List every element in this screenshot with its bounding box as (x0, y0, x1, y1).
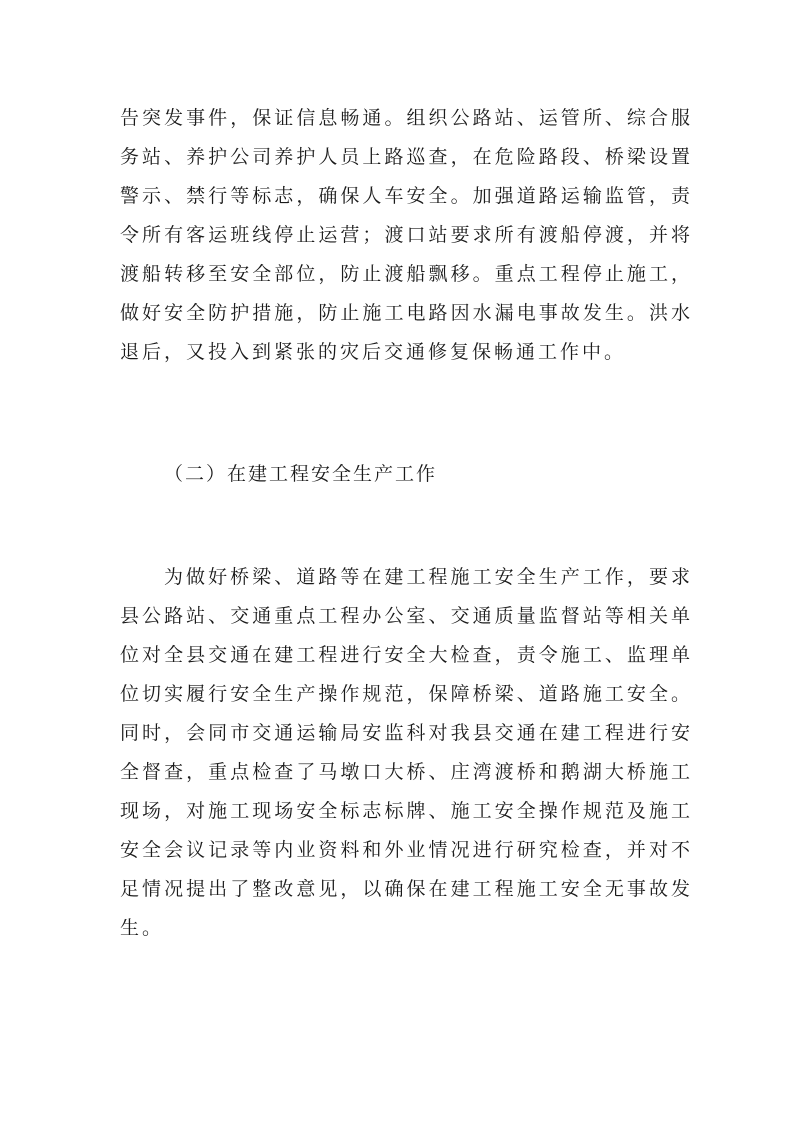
paragraph1-line-2: 务站、养护公司养护人员上路巡查，在危险路段、桥梁设置 (120, 146, 690, 168)
paragraph2-line-5: 同时，会同市交通运输局安监科对我县交通在建工程进行安 (120, 722, 690, 744)
section-heading: （二）在建工程安全生产工作 (164, 463, 438, 485)
paragraph1-line-6: 做好安全防护措施，防止施工电路因水漏电事故发生。洪水 (120, 302, 690, 324)
paragraph2-line-4: 位切实履行安全生产操作规范，保障桥梁、道路施工安全。 (120, 683, 690, 705)
paragraph1-line-4: 令所有客运班线停止运营；渡口站要求所有渡船停渡，并将 (120, 224, 690, 246)
paragraph2-line-8: 安全会议记录等内业资料和外业情况进行研究检查，并对不 (120, 839, 690, 861)
paragraph2-line-10: 生。 (120, 917, 165, 939)
paragraph1-line-3: 警示、禁行等标志，确保人车安全。加强道路运输监管，责 (120, 185, 690, 207)
paragraph2-line-2: 县公路站、交通重点工程办公室、交通质量监督站等相关单 (120, 605, 690, 627)
paragraph2-line-7: 现场，对施工现场安全标志标牌、施工安全操作规范及施工 (120, 800, 690, 822)
paragraph1-line-7: 退后，又投入到紧张的灾后交通修复保畅通工作中。 (120, 341, 627, 363)
paragraph1-line-5: 渡船转移至安全部位，防止渡船飘移。重点工程停止施工， (120, 263, 690, 285)
paragraph2-line-3: 位对全县交通在建工程进行安全大检查，责令施工、监理单 (120, 644, 690, 666)
paragraph2-line-6: 全督查，重点检查了马墩口大桥、庄湾渡桥和鹅湖大桥施工 (120, 761, 690, 783)
paragraph2-line-1: 为做好桥梁、道路等在建工程施工安全生产工作，要求 (164, 566, 690, 588)
paragraph1-line-1: 告突发事件，保证信息畅通。组织公路站、运管所、综合服 (120, 107, 690, 129)
paragraph2-line-9: 足情况提出了整改意见，以确保在建工程施工安全无事故发 (120, 878, 690, 900)
